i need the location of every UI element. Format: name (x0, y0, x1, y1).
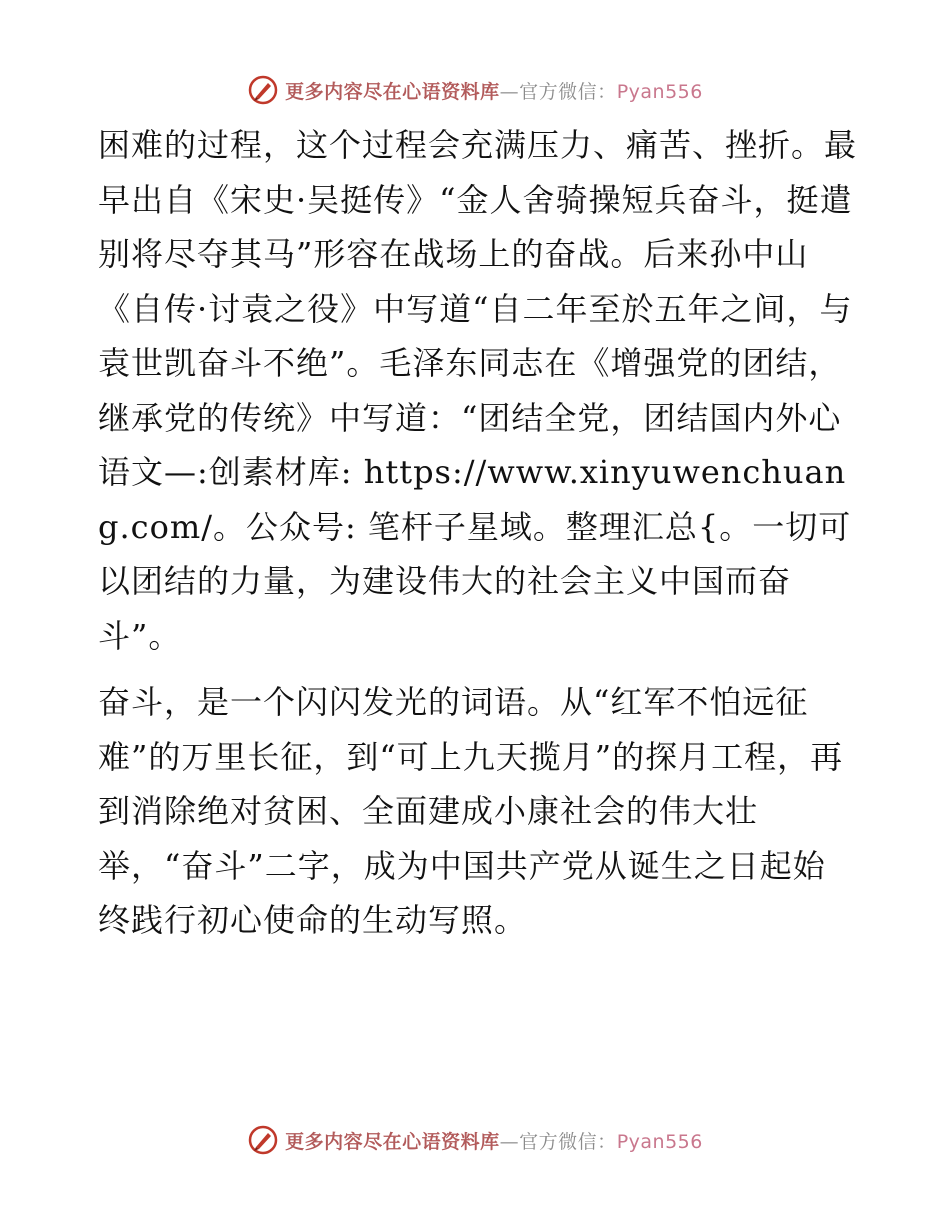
banner-text (285, 77, 703, 104)
pen-logo-icon (247, 1124, 279, 1156)
banner-main: 更多内容尽在心语资料库 (285, 1130, 500, 1153)
document-body (98, 118, 858, 948)
banner-handle: Pyan556 (616, 1130, 703, 1153)
banner-separator: — (499, 80, 520, 103)
footer-banner (0, 1120, 950, 1160)
banner-label: 官方微信： (519, 80, 617, 103)
banner-label: 官方微信： (519, 1130, 617, 1153)
pen-logo-icon (247, 74, 279, 106)
banner-separator: — (499, 1130, 520, 1153)
banner-main: 更多内容尽在心语资料库 (285, 80, 500, 103)
paragraph-1: 困难的过程，这个过程会充满压力、痛苦、挫折。最早出自《宋史·吴挺传》“金人舍骑操短兵奋斗，挺遣别将尽夺其马”形容在战场上的奋战。后来孙中山《自传·讨袁之役》中写道“自二年至於五年之间，与袁世凯奋斗不绝”。毛泽东同志在《增强党的团结，继承党的传统》中写道：“团结全党，团结国内外心语文—:创素材库: https://www.xinyuwenchuang.com/。公众号: 笔杆子星域。整理汇总{。一切可以团结的力量，为建设伟大的社会主义中国而奋斗”。 (98, 126, 858, 655)
banner-handle: Pyan556 (616, 80, 703, 103)
header-banner (0, 70, 950, 110)
paragraph-2: 奋斗，是一个闪闪发光的词语。从“红军不怕远征难”的万里长征，到“可上九天揽月”的探月工程，再到消除绝对贫困、全面建成小康社会的伟大壮举，“奋斗”二字，成为中国共产党从诞生之日起始终践行初心使命的生动写照。 (98, 683, 844, 939)
banner-text (285, 1127, 703, 1154)
